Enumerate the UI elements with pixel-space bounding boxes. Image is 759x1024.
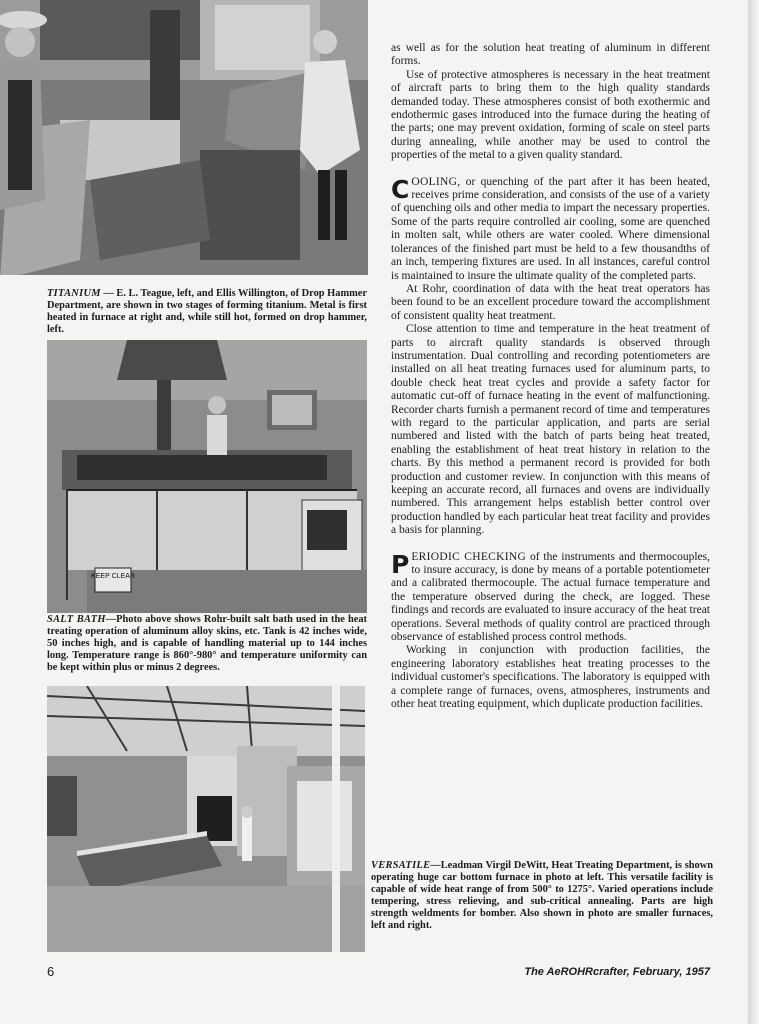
titanium-caption [47,288,367,336]
section-text: of the instruments and thermocouples, to insure accuracy, is done by means of a portable potentiometer and a calibrated thermocouple. The actual furnace temperature and the temperature observed during the check, are logged. These findings and records are evaluated to insure accuracy of the heat treat operations. Several methods of quality control are practiced through observance of established process control methods. [391,550,710,644]
periodic-checking-section [391,551,710,645]
article-paragraph: Working in conjunction with production facilities, the engineering laboratory establishes heat treating processes to the individual customer's specifications. The laboratory is equipped with a complete range of furnaces, ovens, atmospheres, instruments and other heat treating equipment, which duplicate production facilities. [391,644,710,711]
page-edge [748,0,759,1024]
keep-clear-sign: KEEP CLEAR [91,573,135,580]
salt-bath-caption [47,614,367,674]
salt-bath-photo [47,340,367,613]
publication-title: The AeROHRcrafter, February, 1957 [524,966,710,978]
drop-cap: C [391,174,410,204]
titanium-photo [0,0,368,286]
section-heading: OOLING, [411,175,461,188]
versatile-caption [371,860,713,933]
drop-cap: P [391,549,410,579]
caption-text: — E. L. Teague, left, and Ellis Willington, of Drop Hammer Department, are shown in two stages of forming titanium. Metal is first heated in furnace at right and, while still hot, formed on drop hammer, left. [47,288,367,336]
cooling-section [391,176,710,283]
article-paragraph: as well as for the solution heat treating of aluminum in different forms. [391,42,710,68]
section-heading: ERIODIC CHECKING [411,550,527,563]
article-paragraph: Use of protective atmospheres is necessary in the heat treatment of aircraft parts to bring them to the high quality standards demanded today. These atmospheres consist of both exothermic and endothermic gases introduced into the furnace during the heating of the parts; one may prevent oxidation, forming of scale on steel parts during annealing, while another may be used to control the properties of the metal to a given quality standard. [391,68,710,162]
versatile-furnace-photo [47,686,365,952]
caption-lead: SALT BATH [47,614,106,625]
section-text: or quenching of the part after it has been heated, receives prime consideration, and consists of the use of a variety of quenching oils and other media to impart the necessary properties. Some of the parts require controlled air cooling, some are quenched in molten salt, while others are water cooled. Where dimensional tolerances of the finished part must be held to a few thousandths of an inch, tempering fixtures are used. In all instances, careful control is maintained to insure the ultimate quality of the completed parts. [391,175,710,282]
caption-lead: VERSATILE [371,860,431,871]
caption-text: —Photo above shows Rohr-built salt bath used in the heat treating operation of aluminum alloy skins, etc. Tank is 42 inches wide, 50 inches high, and is capable of handling material up to 144 inches long. Temperature range is 860°-980° and temperature uniformity can be kept within plus or minus 2 degrees. [47,614,367,674]
page-number: 6 [47,964,55,979]
article-paragraph: At Rohr, coordination of data with the heat treat operators has been found to be an excellent procedure toward the accomplishment of consistent quality heat treatment. [391,282,710,322]
caption-text: —Leadman Virgil DeWitt, Heat Treating Department, is shown operating huge car bottom furnace in photo at left. This versatile facility is capable of wide heat range of from 500° to 1275°. Varied operations include tempering, stress relieving, and sub-critical annealing. Parts are high strength weldments for bomber. Also shown in photo are smaller furnaces, left and right. [371,860,713,932]
caption-lead: TITANIUM [47,288,101,299]
article-body [391,42,710,712]
article-paragraph: Close attention to time and temperature in the heat treatment of parts to aircraft quality standards is observed through instrumentation. Dual controlling and recording potentiometers are installed on all heat treating furnaces used for aluminum parts, to double check heat treat cycles and provide a safety factor for automatic cut-off of furnace heating in the event of malfunctioning. Recorder charts furnish a permanent record of time and temperatures with regard to the particular application, and parts are serial numbered and listed with the batch of parts being heat treated, enabling the establishment of heat treat history in relation to the charts. By this method a permanent record is provided for both production and customer review. In conjunction with this means of keeping an accurate record, all furnaces and ovens are individually numbered. This arrangement helps establish better control over production handled by each particular heat treat facility and provides a basis for planning. [391,323,710,537]
